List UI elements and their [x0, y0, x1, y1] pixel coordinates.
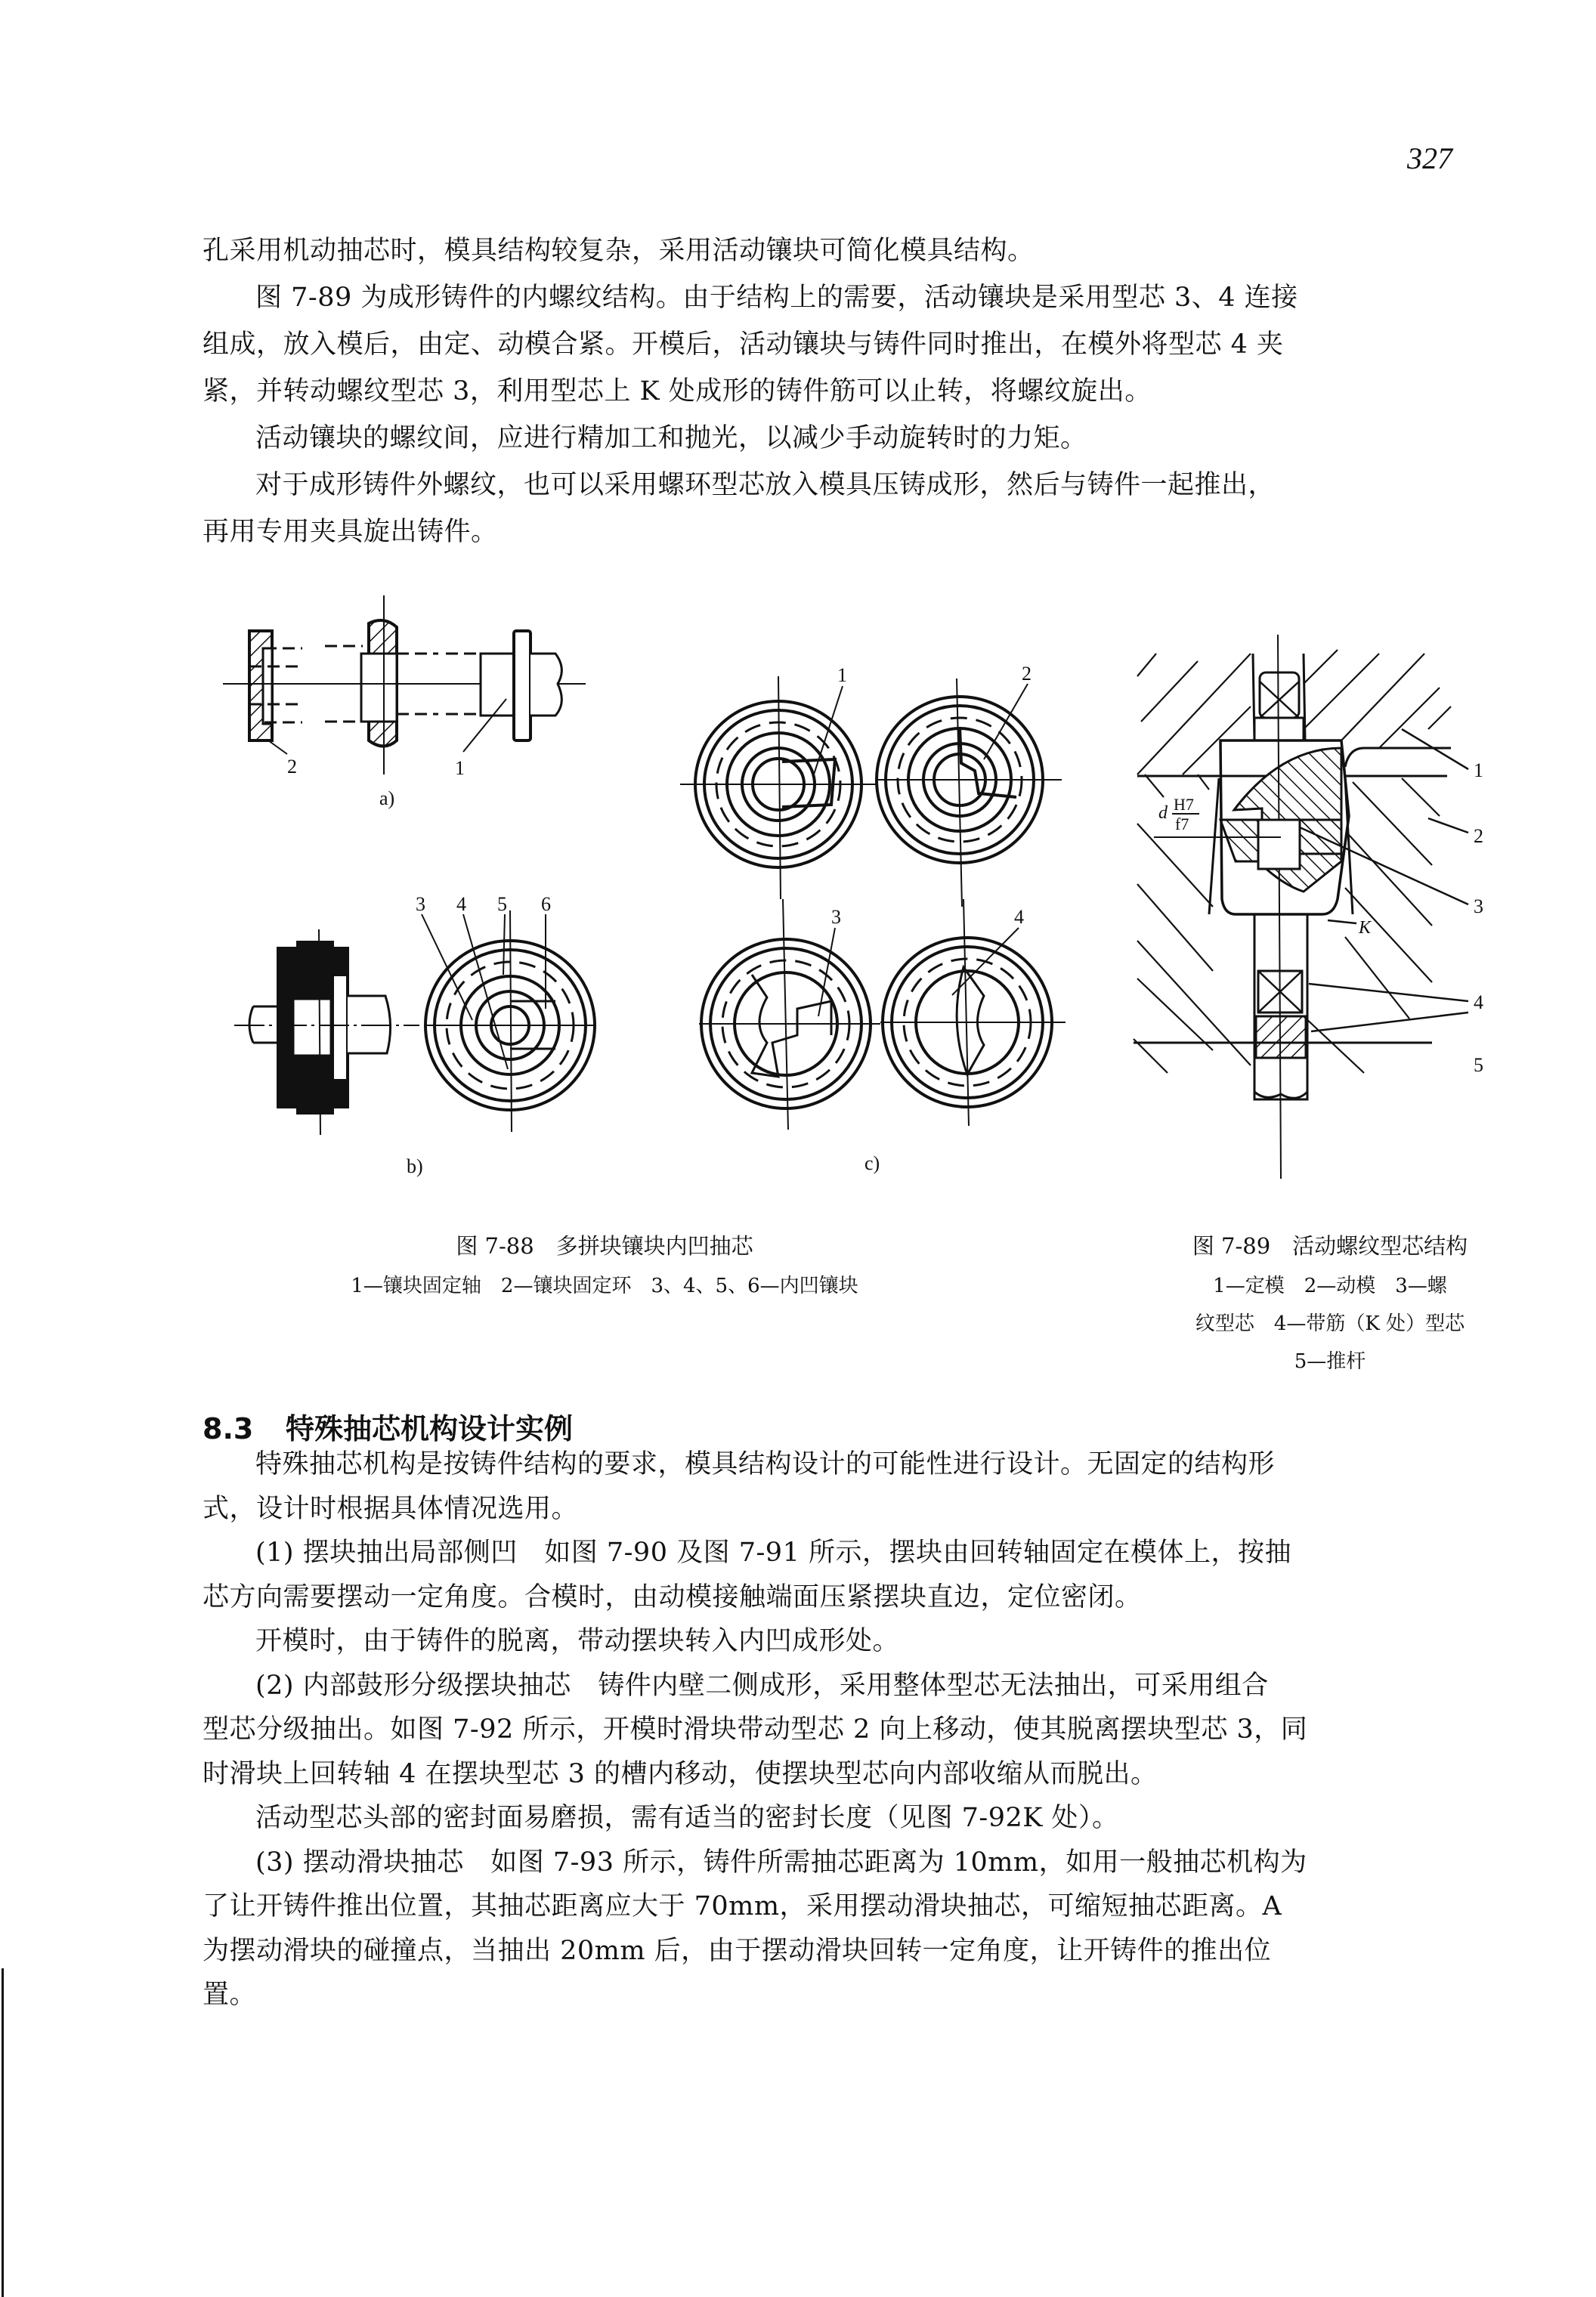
paragraph-line: 组成，放入模后，由定、动模合紧。开模后，活动镶块与铸件同时推出，在模外将型芯 4 夹 [203, 329, 1284, 360]
figure-7-88-c-top [680, 650, 1103, 907]
paragraph-line: 为摆动滑块的碰撞点，当抽出 20mm 后，由于摆动滑块回转一定角度，让开铸件的推出位 [203, 1935, 1272, 1966]
page-number: 327 [1407, 141, 1452, 175]
figure-7-89 [1130, 635, 1553, 1179]
callout-b-6: 6 [541, 893, 551, 915]
paragraph-line: 时滑块上回转轴 4 在摆块型芯 3 的槽内移动，使摆块型芯向内部收缩从而脱出。 [203, 1758, 1158, 1789]
paragraph-line: 芯方向需要摆动一定角度。合模时，由动模接触端面压紧摆块直边，定位密闭。 [203, 1581, 1142, 1612]
paragraph-line: 式，设计时根据具体情况选用。 [203, 1493, 579, 1524]
section-circle-2 [877, 679, 1062, 907]
section-circle-4 [880, 899, 1066, 1126]
paragraph-line: 孔采用机动抽芯时，模具结构较复杂，采用活动镶块可简化模具结构。 [203, 236, 1035, 266]
paragraph-line: 紧，并转动螺纹型芯 3，利用型芯上 K 处成形的铸件筋可以止转，将螺纹旋出。 [203, 376, 1152, 407]
callout-c-2: 2 [1022, 663, 1032, 685]
subfigure-label-b: b) [407, 1155, 423, 1177]
fit-lower: f7 [1175, 815, 1189, 833]
paragraph-line: 置。 [203, 1980, 257, 2010]
section-circle-b [425, 910, 595, 1132]
paragraph-line: 型芯分级抽出。如图 7-92 所示，开模时滑块带动型芯 2 向上移动，使其脱离摆块型芯 3，同 [203, 1714, 1308, 1745]
callout-89-5: 5 [1474, 1054, 1483, 1076]
paragraph-line: 活动型芯头部的密封面易磨损，需有适当的密封长度（见图 7-92K 处）。 [255, 1803, 1119, 1833]
figure-7-89-legend-line-1: 1—定模 2—动模 3—螺 [1213, 1275, 1447, 1297]
callout-b-5: 5 [497, 893, 507, 915]
section-circle-3 [699, 899, 880, 1130]
paragraph-line: 对于成形铸件外螺纹，也可以采用螺环型芯放入模具压铸成形，然后与铸件一起推出， [255, 470, 1276, 500]
section-heading [203, 1405, 573, 1447]
paragraph-line: (2) 内部鼓形分级摆块抽芯 铸件内壁二侧成形，采用整体型芯无法抽出，可采用组合 [255, 1670, 1269, 1701]
paragraph-line: (1) 摆块抽出局部侧凹 如图 7-90 及图 7-91 所示，摆块由回转轴固定在模体上，按抽 [255, 1538, 1291, 1568]
scan-margin-line [2, 1968, 4, 2297]
subfigure-label-a: a) [379, 787, 395, 809]
callout-a-1: 1 [455, 757, 465, 779]
figure-7-88-b [212, 892, 680, 1194]
callout-89-2: 2 [1474, 825, 1483, 847]
paragraph-line: 图 7-89 为成形铸件的内螺纹结构。由于结构上的需要，活动镶块是采用型芯 3、4 连接 [255, 283, 1298, 313]
section-title: 特殊抽芯机构设计实例 [286, 1412, 574, 1445]
callout-b-4: 4 [456, 893, 466, 915]
paragraph-line: (3) 摆动滑块抽芯 如图 7-93 所示，铸件所需抽芯距离为 10mm，如用一般抽芯机构为 [255, 1847, 1307, 1878]
callout-89-3: 3 [1474, 895, 1483, 917]
callout-89-1: 1 [1474, 759, 1483, 781]
paragraph-line: 活动镶块的螺纹间，应进行精加工和抛光，以减少手动旋转时的力矩。 [255, 423, 1087, 453]
callout-c-4: 4 [1014, 906, 1024, 928]
section-number: 8.3 [203, 1412, 254, 1445]
figure-7-88-a [212, 589, 695, 831]
section-circle-1 [680, 676, 877, 899]
subfigure-label-c: c) [865, 1152, 880, 1174]
callout-a-2: 2 [287, 756, 297, 778]
figure-7-88-caption-legend: 1—镶块固定轴 2—镶块固定环 3、4、5、6—内凹镶块 [351, 1275, 858, 1297]
callout-c-3: 3 [831, 906, 841, 928]
figure-7-89-legend-line-3: 5—推杆 [1294, 1350, 1366, 1373]
fit-symbol: d [1158, 803, 1168, 823]
figure-7-89-legend-line-2: 纹型芯 4—带筋（K 处）型芯 [1195, 1312, 1465, 1335]
callout-b-3: 3 [416, 893, 425, 915]
paragraph-line: 再用专用夹具旋出铸件。 [203, 517, 498, 547]
callout-89-4: 4 [1474, 991, 1483, 1013]
k-label: K [1359, 918, 1372, 938]
figure-7-88-c-bottom [680, 899, 1103, 1194]
fit-upper: H7 [1174, 795, 1194, 814]
paragraph-line: 特殊抽芯机构是按铸件结构的要求，模具结构设计的可能性进行设计。无固定的结构形 [255, 1449, 1276, 1479]
figure-7-89-caption-title: 图 7-89 活动螺纹型芯结构 [1192, 1233, 1468, 1259]
callout-c-1: 1 [837, 664, 847, 686]
paragraph-line: 了让开铸件推出位置，其抽芯距离应大于 70mm，采用摆动滑块抽芯，可缩短抽芯距离。A [203, 1891, 1282, 1921]
figure-7-88-caption-title: 图 7-88 多拼块镶块内凹抽芯 [456, 1233, 753, 1259]
paragraph-line: 开模时，由于铸件的脱离，带动摆块转入内凹成形处。 [255, 1626, 900, 1656]
